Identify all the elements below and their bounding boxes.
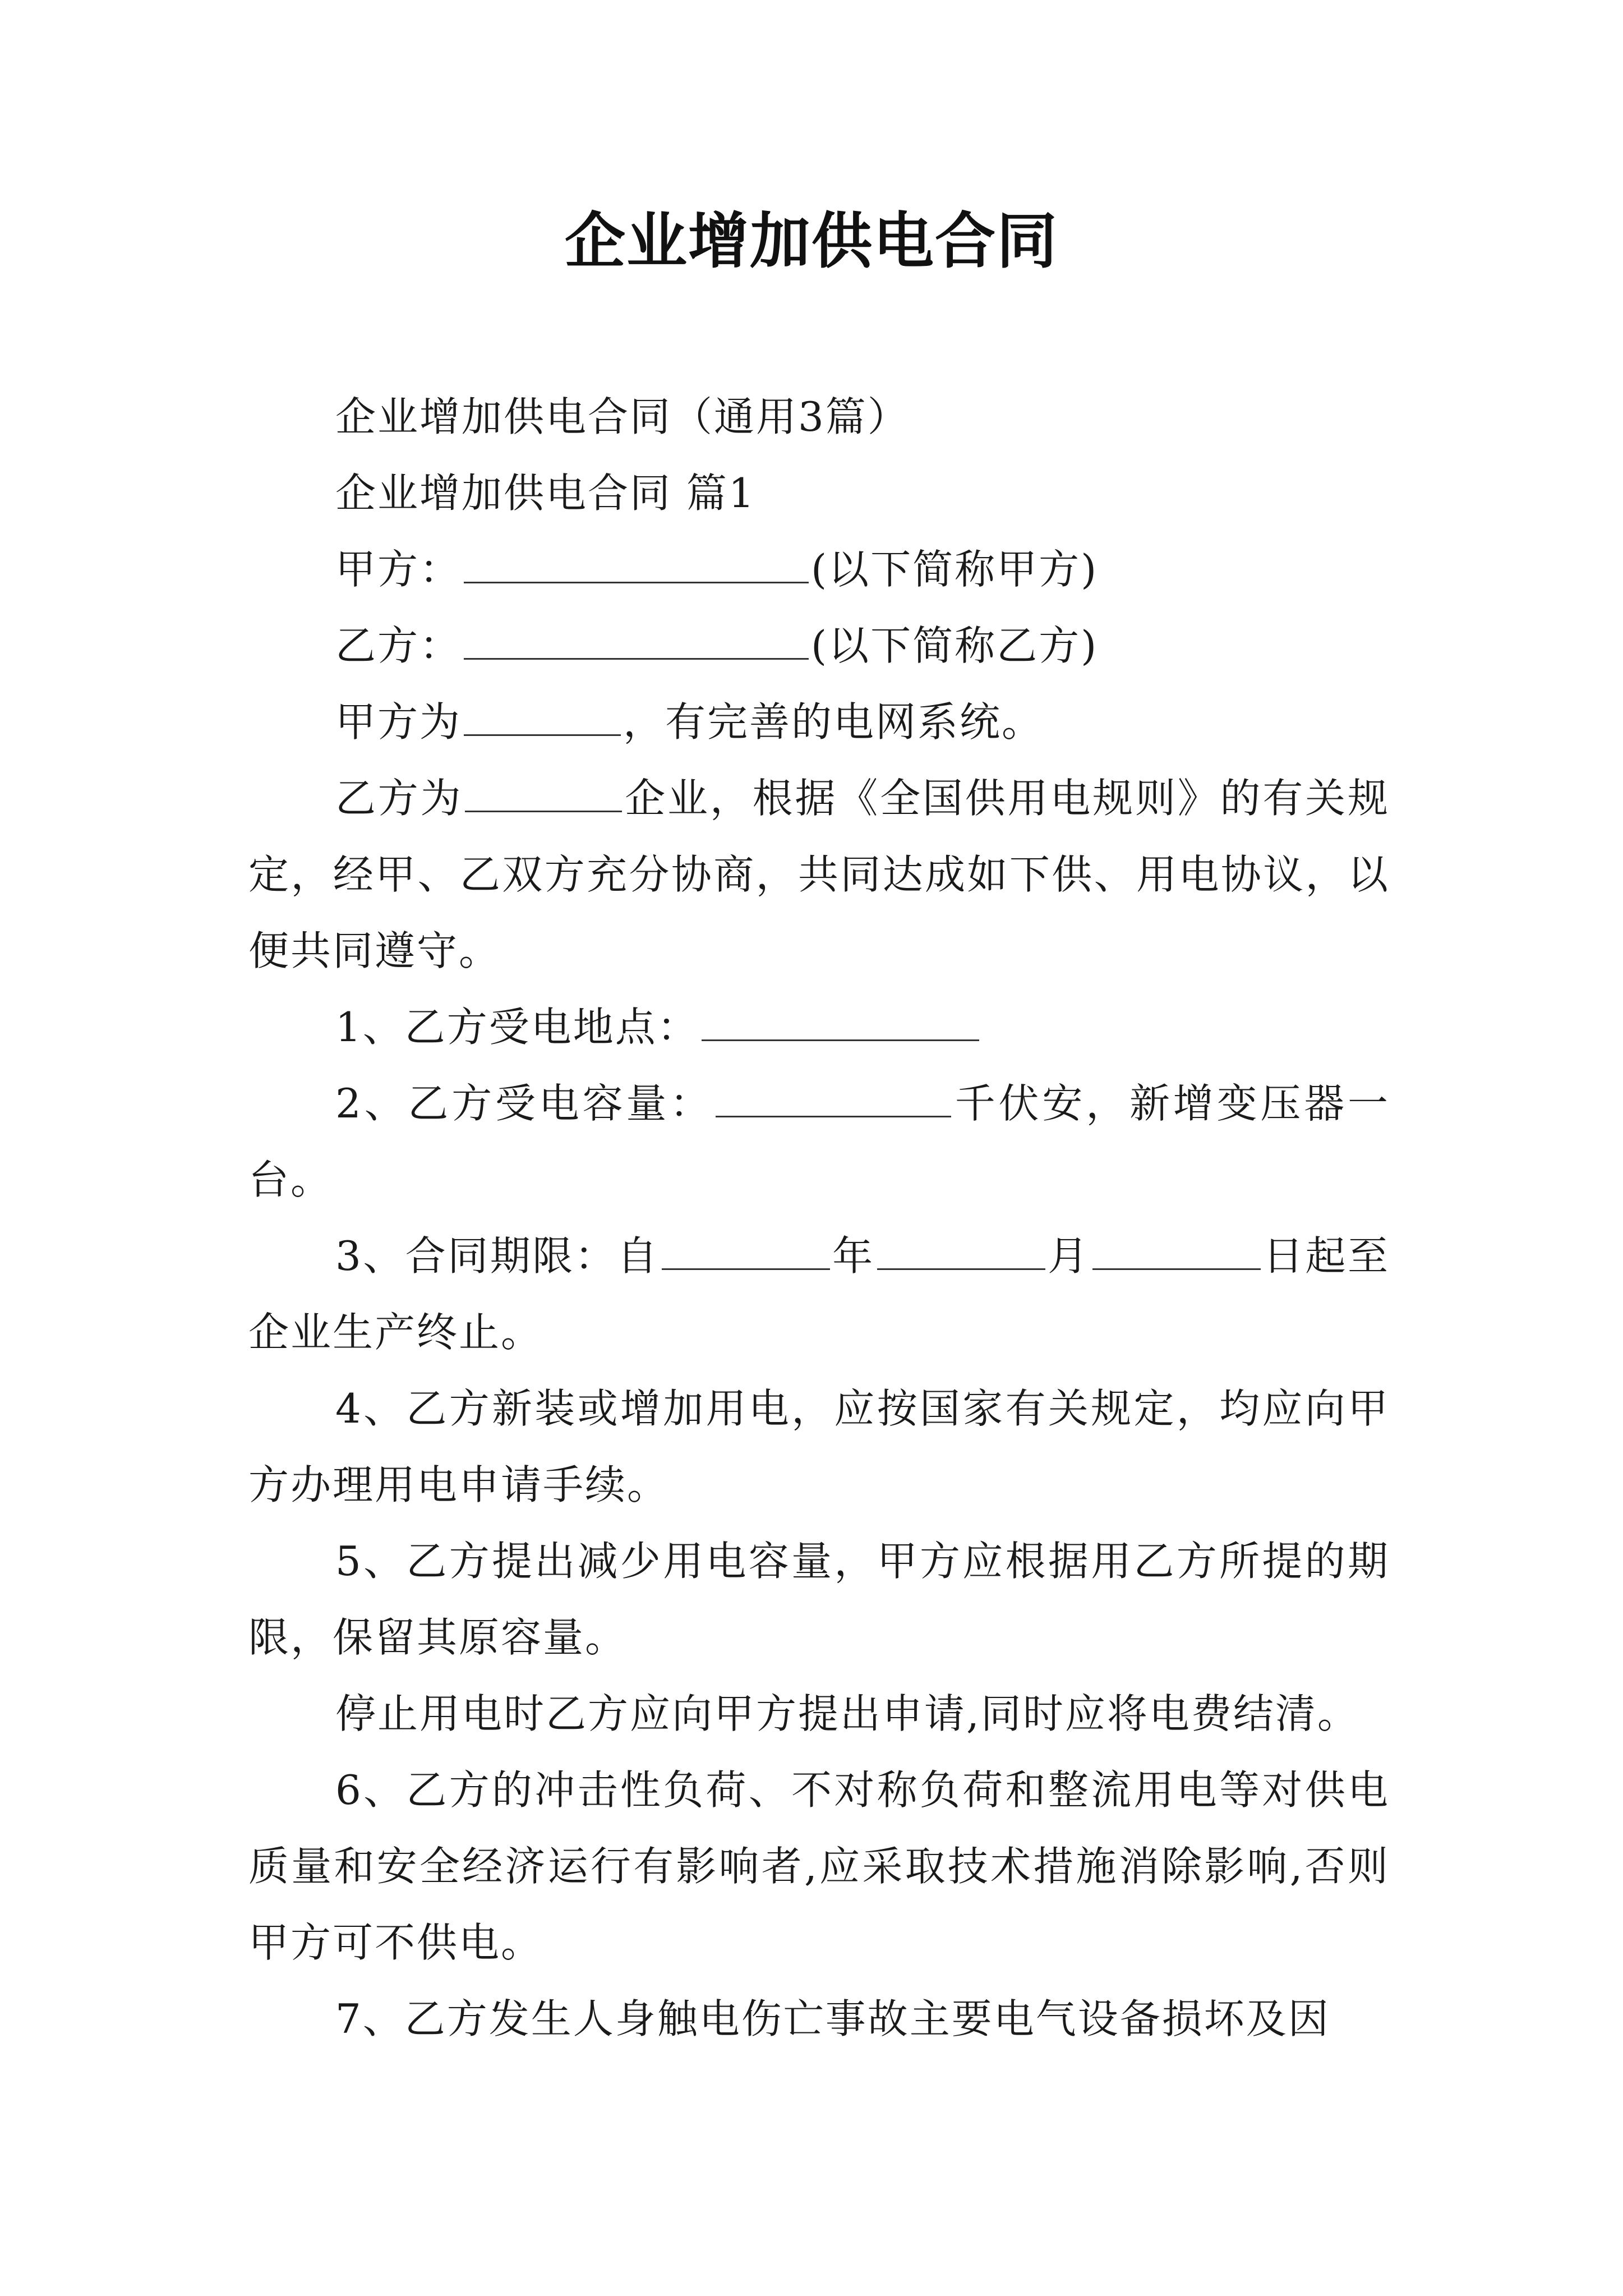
party-b-line xyxy=(248,608,1390,684)
clause-3-year: 年 xyxy=(832,1232,875,1280)
party-b-desc-prefix: 乙方为 xyxy=(335,775,463,822)
clause-4: 4、乙方新装或增加用电，应按国家有关规定，均应向甲方办理用电申请手续。 xyxy=(248,1385,1390,1508)
clause-3-month-blank xyxy=(877,1234,1045,1270)
clause-2-prefix: 2、乙方受电容量： xyxy=(335,1080,713,1127)
clause-1 xyxy=(248,989,1390,1065)
party-b-label: 乙方： xyxy=(335,622,462,669)
clause-3-day-blank xyxy=(1092,1234,1261,1270)
party-b-blank xyxy=(464,623,809,660)
document-title: 企业增加供电合同 xyxy=(564,206,1058,277)
section-heading: 企业增加供电合同 篇1 xyxy=(335,470,756,517)
clause-2 xyxy=(248,1065,1390,1218)
document-heading: 企业增加供电合同（通用3篇） xyxy=(335,393,910,440)
clause-3-suffix: 日起至企业生产终止。 xyxy=(248,1232,1390,1356)
party-a-label: 甲方： xyxy=(335,546,462,593)
document-body xyxy=(248,379,1390,2057)
party-a-desc-blank xyxy=(464,700,621,736)
clause-3 xyxy=(248,1218,1390,1370)
party-a-desc-prefix: 甲方为 xyxy=(335,698,462,746)
party-b-desc-blank xyxy=(465,776,622,812)
party-b-suffix: (以下简称乙方) xyxy=(811,622,1099,669)
party-a-desc-suffix: ，有完善的电网系统。 xyxy=(623,698,1044,746)
stop-power-paragraph: 停止用电时乙方应向甲方提出申请,同时应将电费结清。 xyxy=(335,1690,1359,1737)
clause-2-suffix: 千伏安，新增变压器一台。 xyxy=(248,1080,1390,1203)
party-b-description xyxy=(248,760,1390,989)
clause-3-month: 月 xyxy=(1047,1232,1090,1280)
clause-1-blank xyxy=(702,1005,979,1041)
party-a-line xyxy=(248,531,1390,608)
clause-2-blank xyxy=(716,1081,951,1117)
party-a-suffix: (以下简称甲方) xyxy=(811,546,1099,593)
clause-3-year-blank xyxy=(662,1234,830,1270)
clause-7: 7、乙方发生人身触电伤亡事故主要电气设备损坏及因 xyxy=(335,1995,1330,2042)
clause-1-text: 1、乙方受电地点： xyxy=(335,1004,699,1051)
clause-3-prefix: 3、合同期限：自 xyxy=(335,1232,660,1280)
party-b-desc-suffix: 企业，根据《全国供用电规则》的有关规定，经甲、乙双方充分协商，共同达成如下供、用电协议，以便共同遵守。 xyxy=(248,775,1390,974)
clause-6: 6、乙方的冲击性负荷、不对称负荷和整流用电等对供电质量和安全经济运行有影响者,应采取技术措施消除影响,否则甲方可不供电。 xyxy=(248,1766,1390,1966)
clause-5: 5、乙方提出减少用电容量，甲方应根据用乙方所提的期限，保留其原容量。 xyxy=(248,1538,1390,1661)
party-a-blank xyxy=(464,547,809,583)
party-a-description xyxy=(248,684,1390,760)
